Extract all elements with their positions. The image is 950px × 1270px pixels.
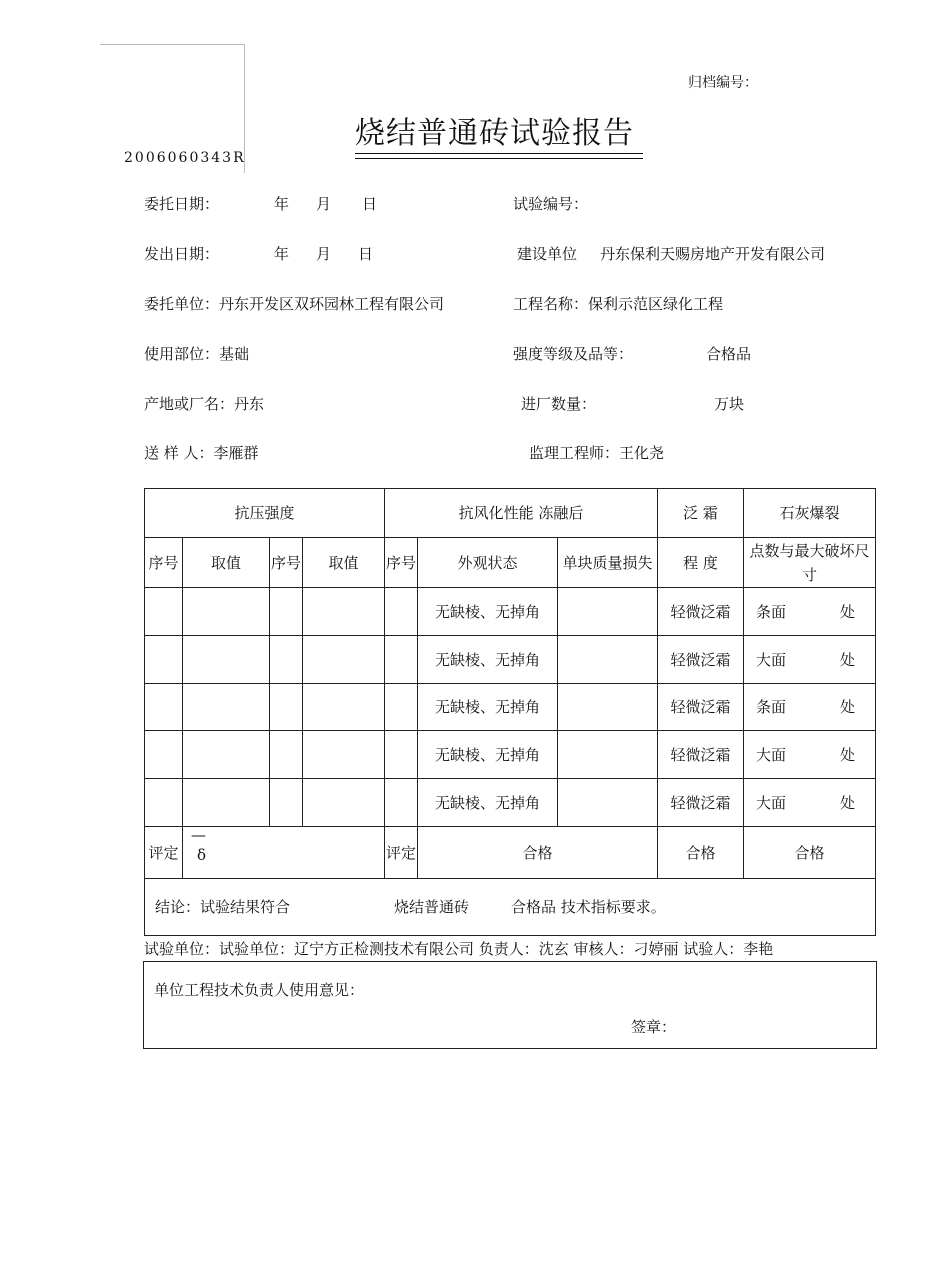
table-row (145, 588, 876, 636)
col-seq: 序号 (145, 538, 183, 588)
col-seq: 序号 (270, 538, 303, 588)
eval-delta: δ (197, 846, 207, 864)
archive-number-label: 归档编号： (688, 75, 758, 91)
conclusion-product: 烧结普通砖 (394, 898, 470, 916)
use-part: 使用部位：基础 (144, 345, 250, 363)
lime-unit: 处 (840, 745, 856, 764)
title-underline (355, 158, 643, 159)
header-lime-burst: 石灰爆裂 (744, 489, 876, 538)
eval-weathering: 合格 (418, 827, 658, 879)
header-weathering: 抗风化性能 冻融后 (385, 489, 658, 538)
efflorescence-cell: 轻微泛霜 (658, 731, 744, 779)
efflorescence-cell: 轻微泛霜 (658, 684, 744, 731)
construction-unit-label: 建设单位 (517, 245, 578, 263)
construction-unit: 丹东保利天赐房地产开发有限公司 (600, 245, 826, 263)
lime-unit: 处 (840, 650, 856, 669)
conclusion-text: 结论：试验结果符合 (155, 898, 291, 916)
lime-unit: 处 (840, 793, 856, 812)
origin: 产地或厂名：丹东 (144, 395, 265, 413)
opinion-box (143, 961, 877, 1049)
table-row (145, 779, 876, 827)
entrust-year: 年 (274, 195, 290, 213)
lime-face: 大面 (756, 745, 787, 764)
lime-face: 条面 (756, 698, 787, 716)
header-compressive: 抗压强度 (145, 489, 385, 538)
eval-label: 评定 (145, 827, 183, 879)
efflorescence-cell: 轻微泛霜 (658, 636, 744, 684)
table-row (145, 636, 876, 684)
entrust-month: 月 (316, 195, 332, 213)
col-degree: 程 度 (658, 538, 744, 588)
appearance-cell: 无缺棱、无掉角 (418, 779, 558, 827)
lime-face: 大面 (756, 650, 787, 669)
sender: 送 样 人：李雁群 (144, 444, 259, 462)
lime-face: 大面 (756, 793, 787, 812)
col-value: 取值 (303, 538, 385, 588)
col-mass-loss: 单块质量损失 (558, 538, 658, 588)
header-efflorescence: 泛 霜 (658, 489, 744, 538)
title-underline (355, 153, 643, 154)
stamp-number: 2006060343R (124, 150, 246, 166)
grade-value: 合格品 (706, 345, 752, 363)
col-seq: 序号 (385, 538, 418, 588)
col-points: 点数与最大破坏尺寸 (744, 538, 876, 588)
test-results-table (144, 488, 876, 936)
appearance-cell: 无缺棱、无掉角 (418, 731, 558, 779)
entrust-day: 日 (362, 195, 378, 213)
quantity-unit: 万块 (714, 395, 745, 413)
page-title: 烧结普通砖试验报告 (355, 116, 634, 151)
test-no-label: 试验编号： (513, 195, 589, 213)
eval-efflorescence: 合格 (658, 827, 744, 879)
issue-year: 年 (274, 245, 290, 263)
seal-label: 签章： (631, 1018, 677, 1036)
issue-day: 日 (358, 245, 374, 263)
lime-unit: 处 (840, 602, 856, 621)
eval-lime: 合格 (744, 827, 876, 879)
lime-unit: 处 (840, 698, 856, 716)
opinion-label: 单位工程技术负责人使用意见： (154, 981, 365, 999)
grade-label: 强度等级及品等： (513, 345, 634, 363)
evaluation-row (145, 827, 876, 879)
efflorescence-cell: 轻微泛霜 (658, 588, 744, 636)
col-appearance: 外观状态 (418, 538, 558, 588)
col-value: 取值 (183, 538, 270, 588)
supervisor: 监理工程师：王化尧 (529, 444, 665, 462)
table-row (145, 684, 876, 731)
issue-date-label: 发出日期： (144, 245, 220, 263)
appearance-cell: 无缺棱、无掉角 (418, 684, 558, 731)
table-row (145, 731, 876, 779)
issue-month: 月 (316, 245, 332, 263)
test-unit-line: 试验单位：试验单位：辽宁方正检测技术有限公司 负责人：沈玄 审核人：刁婷丽 试验人：李艳 (144, 940, 774, 958)
lime-face: 条面 (756, 602, 787, 621)
conclusion-requirement: 合格品 技术指标要求。 (511, 898, 666, 916)
entrust-date-label: 委托日期： (144, 195, 220, 213)
appearance-cell: 无缺棱、无掉角 (418, 636, 558, 684)
appearance-cell: 无缺棱、无掉角 (418, 588, 558, 636)
conclusion-row (145, 879, 876, 936)
quantity-label: 进厂数量： (521, 395, 597, 413)
entrust-unit: 委托单位：丹东开发区双环园林工程有限公司 (144, 295, 445, 313)
project-name: 工程名称：保利示范区绿化工程 (513, 295, 724, 313)
eval-bar: — (191, 826, 206, 844)
eval-label: 评定 (385, 827, 418, 879)
efflorescence-cell: 轻微泛霜 (658, 779, 744, 827)
